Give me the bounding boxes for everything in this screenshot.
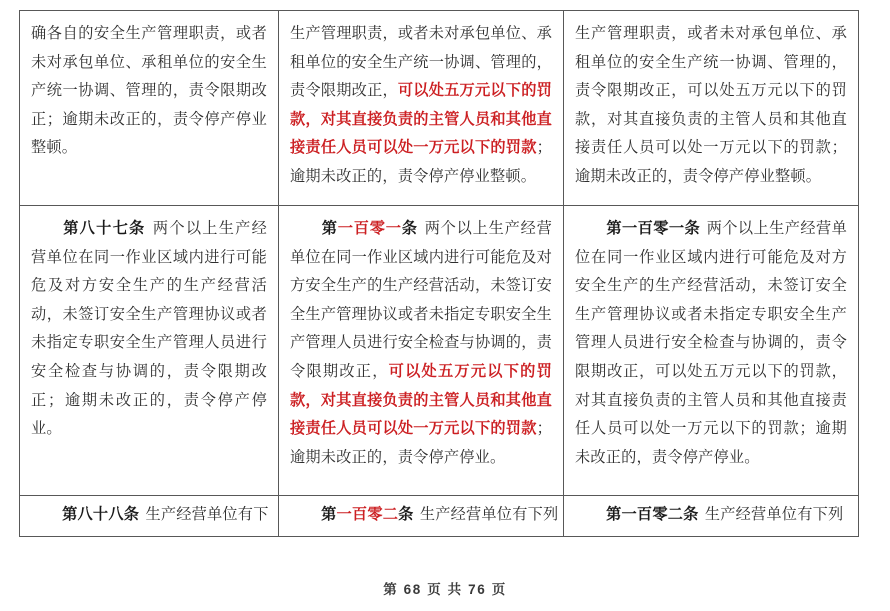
paragraph	[290, 20, 552, 192]
article-prefix: 第	[62, 220, 80, 237]
article-number: 一百零一	[622, 220, 685, 237]
body-text: 确各自的安全生产管理职责，或者未对承包单位、承租单位的安全生产统一协调、管理的，责令限期改正；逾期未改正的，责令停产停业整顿。	[31, 25, 267, 157]
comparison-table	[19, 10, 859, 537]
article-number: 一百零二	[621, 506, 684, 523]
article-heading	[62, 506, 145, 523]
article-heading	[321, 220, 424, 237]
article-suffix: 条	[683, 506, 699, 523]
body-text: 生产经营单位有下列	[419, 506, 559, 523]
cell-revised-continuation	[279, 11, 564, 206]
article-suffix: 条	[684, 220, 701, 237]
paragraph	[575, 215, 847, 472]
body-text: 两个以上生产经营单位在同一作业区域内进行可能危及对方安全生产的生产经营活动，未签订安全生产管理协议或者未指定专职安全生产管理人员进行安全检查与协调的，责令限期改正，可以处五万元以下的罚款，对其直接负责的主管人员和其他直接责任人员可以处一万元以下的罚款；逾期未改正的，责令停产停业。	[575, 220, 847, 466]
article-number-label	[62, 506, 139, 523]
paragraph	[31, 215, 267, 444]
article-heading	[606, 506, 705, 523]
article-heading	[62, 220, 152, 237]
body-text: 生产经营单位有下	[145, 506, 269, 523]
article-body	[575, 220, 847, 466]
article-number-label	[606, 220, 700, 237]
article-body	[145, 506, 268, 523]
article-suffix: 条	[398, 506, 414, 523]
article-prefix: 第	[62, 506, 78, 523]
cell-final-continuation	[564, 11, 859, 206]
article-number-label	[606, 506, 698, 523]
article-number-label	[321, 220, 418, 237]
cell-final-article-101	[564, 206, 859, 496]
body-text: ；逾期未改正的，责令停产停业。	[290, 420, 552, 466]
article-suffix: 条	[129, 220, 146, 237]
highlighted-amendment-text: 可以处五万元以下的罚款，对其直接负责的主管人员和其他直接责任人员可以处一万元以下的罚款	[290, 82, 552, 157]
cell-final-article-102	[564, 496, 859, 537]
page-footer: 第 68 页 共 76 页	[383, 582, 507, 597]
cell-original-article-87	[20, 206, 279, 496]
article-number-label	[62, 220, 145, 237]
article-body	[705, 506, 844, 523]
table-row	[20, 496, 859, 537]
body-text: 两个以上生产经营单位在同一作业区域内进行可能危及对方安全生产的生产经营活动，未签订安全生产管理协议或者未指定专职安全生产管理人员进行安全检查与协调的，责令限期改正，	[290, 220, 553, 380]
cell-original-continuation	[20, 11, 279, 206]
article-number-label	[321, 506, 413, 523]
body-text: ；逾期未改正的，责令停产停业整顿。	[290, 139, 552, 185]
paragraph	[575, 20, 847, 192]
article-suffix: 条	[123, 506, 140, 523]
paragraph	[290, 502, 559, 528]
body-text: 生产经营单位有下列	[704, 506, 844, 523]
cell-revised-article-101	[279, 206, 564, 496]
article-body	[290, 220, 552, 466]
article-prefix: 第	[321, 506, 337, 523]
highlighted-amendment-text: 可以处五万元以下的罚款，对其直接负责的主管人员和其他直接责任人员可以处一万元以下的罚款	[290, 362, 553, 438]
article-prefix: 第	[606, 220, 622, 237]
cell-original-article-88	[20, 496, 279, 537]
body-text: 生产管理职责，或者未对承包单位、承租单位的安全生产统一协调、管理的，责令限期改正，	[290, 25, 552, 100]
article-prefix: 第	[606, 506, 622, 523]
table-row	[20, 11, 859, 206]
article-suffix: 条	[401, 220, 418, 237]
article-number: 一百零二	[336, 506, 399, 523]
article-heading	[606, 220, 706, 237]
article-body	[31, 220, 267, 437]
paragraph	[290, 215, 552, 472]
article-number: 八十七	[79, 220, 130, 237]
table-row	[20, 206, 859, 496]
paragraph	[575, 502, 847, 528]
article-prefix: 第	[321, 220, 338, 237]
article-heading	[321, 506, 420, 523]
paragraph	[31, 502, 267, 528]
article-number: 一百零一	[337, 220, 402, 237]
cell-revised-article-102	[279, 496, 564, 537]
paragraph	[31, 20, 267, 163]
article-body	[420, 506, 559, 523]
body-text: 两个以上生产经营单位在同一作业区域内进行可能危及对方安全生产的生产经营活动，未签订安全生产管理协议或者未指定专职安全生产管理人员进行安全检查与协调的，责令限期改正；逾期未改正的，责令停产停业。	[31, 220, 268, 438]
body-text: 生产管理职责，或者未对承包单位、承租单位的安全生产统一协调、管理的，责令限期改正，可以处五万元以下的罚款，对其直接负责的主管人员和其他直接责任人员可以处一万元以下的罚款；逾期未改正的，责令停产停业整顿。	[575, 25, 847, 185]
article-number: 八十八	[77, 506, 124, 523]
